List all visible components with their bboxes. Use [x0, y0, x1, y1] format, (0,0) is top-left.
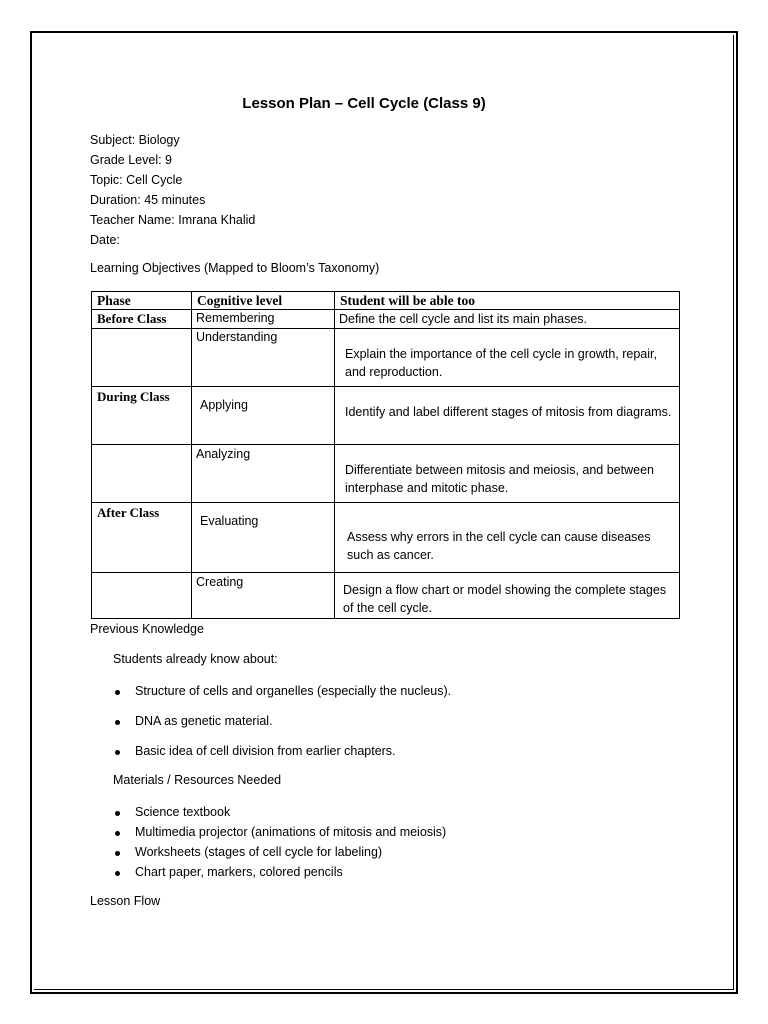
phase-cell: Before Class [92, 310, 192, 329]
table-row [92, 329, 680, 387]
table-header-row [92, 292, 680, 310]
header-cognitive-level: Cognitive level [192, 292, 335, 310]
list-item: Chart paper, markers, colored pencils [113, 864, 446, 884]
materials-list [113, 804, 446, 884]
list-item: Science textbook [113, 804, 446, 824]
statement-cell: Define the cell cycle and list its main phases. [335, 310, 680, 329]
level-cell: Remembering [192, 310, 335, 329]
list-item: Multimedia projector (animations of mitosis and meiosis) [113, 824, 446, 844]
phase-cell: After Class [92, 503, 192, 573]
level-cell: Creating [192, 573, 335, 619]
table-row [92, 573, 680, 619]
statement-cell: Differentiate between mitosis and meiosis, and between interphase and mitotic phase. [335, 445, 680, 503]
duration-line: Duration: 45 minutes [90, 193, 206, 207]
objectives-heading: Learning Objectives (Mapped to Bloom’s Taxonomy) [90, 261, 380, 275]
lesson-info [90, 130, 255, 250]
level-cell: Understanding [192, 329, 335, 387]
table-row [92, 503, 680, 573]
level-cell: Analyzing [192, 445, 335, 503]
statement-cell: Explain the importance of the cell cycle in growth, repair, and reproduction. [335, 329, 680, 387]
level-cell: Evaluating [192, 503, 335, 573]
grade-line: Grade Level: 9 [90, 153, 172, 167]
phase-cell [92, 573, 192, 619]
table-row [92, 310, 680, 329]
list-item: Basic idea of cell division from earlier chapters. [113, 743, 451, 773]
date-line: Date: [90, 233, 120, 247]
statement-cell: Identify and label different stages of mitosis from diagrams. [335, 387, 680, 445]
list-item: DNA as genetic material. [113, 713, 451, 743]
objectives-table [91, 291, 680, 619]
table-row [92, 387, 680, 445]
teacher-line: Teacher Name: Imrana Khalid [90, 213, 256, 227]
level-cell: Applying [192, 387, 335, 445]
phase-cell: During Class [92, 387, 192, 445]
list-item: Worksheets (stages of cell cycle for labeling) [113, 844, 446, 864]
previous-knowledge-heading: Previous Knowledge [90, 622, 204, 636]
table-row [92, 445, 680, 503]
statement-cell: Design a flow chart or model showing the complete stages of the cell cycle. [335, 573, 680, 619]
list-item: Structure of cells and organelles (especially the nucleus). [113, 683, 451, 713]
phase-cell [92, 445, 192, 503]
phase-cell [92, 329, 192, 387]
lesson-flow-heading: Lesson Flow [90, 894, 161, 908]
previous-knowledge-list [113, 683, 451, 773]
materials-heading: Materials / Resources Needed [113, 773, 282, 787]
header-student-outcome: Student will be able too [335, 292, 680, 310]
statement-cell: Assess why errors in the cell cycle can cause diseases such as cancer. [335, 503, 680, 573]
previous-knowledge-intro: Students already know about: [113, 652, 278, 666]
topic-line: Topic: Cell Cycle [90, 173, 183, 187]
document-title: Lesson Plan – Cell Cycle (Class 9) [242, 95, 486, 112]
subject-line: Subject: Biology [90, 133, 180, 147]
header-phase: Phase [92, 292, 192, 310]
